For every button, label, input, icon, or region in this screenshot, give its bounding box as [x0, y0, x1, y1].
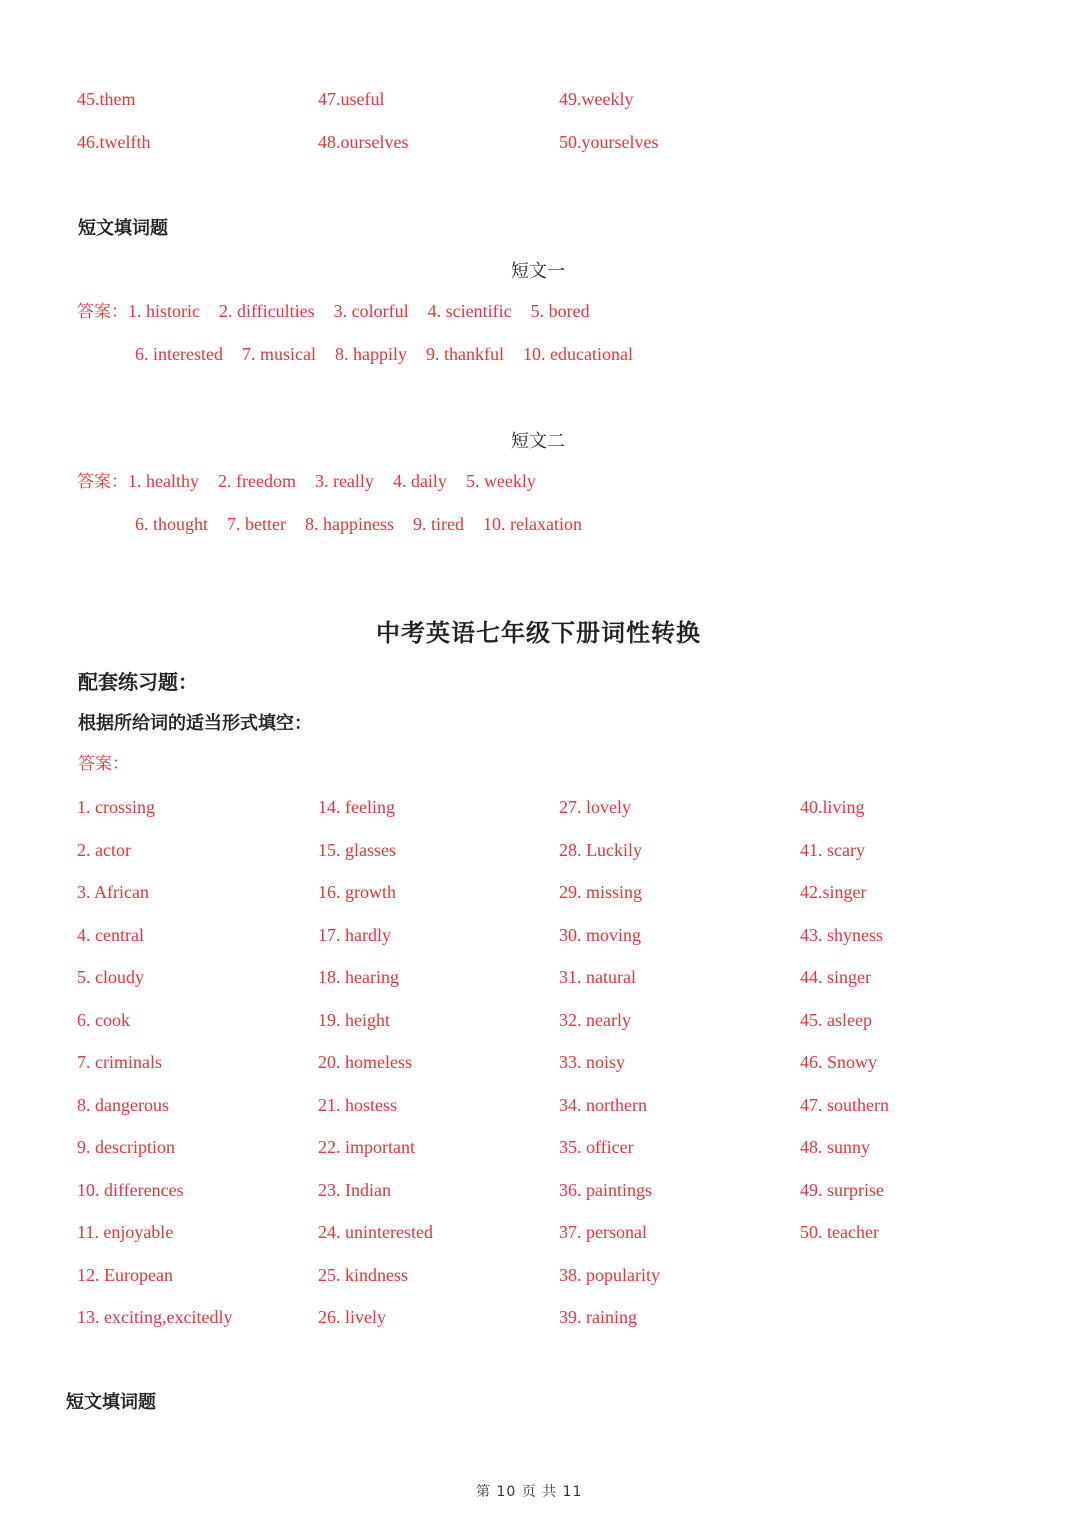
answer-item: 1. crossing	[77, 797, 155, 817]
answer-item: 17. hardly	[318, 925, 391, 945]
answer-item: 4. daily	[392, 471, 447, 491]
answer-item: 49.weekly	[559, 89, 634, 109]
answer-label: 答案：	[77, 472, 128, 492]
answer-item: 20. homeless	[318, 1052, 412, 1072]
answer-item: 6. thought	[135, 514, 209, 534]
answer-item: 35. officer	[559, 1137, 634, 1157]
answer-item: 2. actor	[77, 840, 131, 860]
answer-item: 44. singer	[800, 967, 871, 987]
answer-item: 9. tired	[413, 514, 464, 534]
answer-item: 30. moving	[559, 925, 642, 945]
answer-item: 48. sunny	[800, 1137, 871, 1157]
answer-item: 9. description	[77, 1137, 175, 1157]
instruction-text: 根据所给词的适当形式填空：	[78, 713, 312, 734]
answer-item: 4. central	[77, 925, 144, 945]
answer-item: 33. noisy	[559, 1052, 626, 1072]
answer-item: 15. glasses	[318, 840, 396, 860]
answer-item: 40.living	[800, 797, 865, 817]
answer-item: 10. educational	[522, 344, 633, 364]
section-heading-bottom: 短文填词题	[66, 1392, 156, 1413]
answer-item: 28. Luckily	[559, 840, 642, 860]
answer-item: 2. difficulties	[219, 301, 315, 321]
answer-item: 49. surprise	[800, 1180, 884, 1200]
answer-item: 45. asleep	[800, 1010, 872, 1030]
answer-item: 1. healthy	[128, 471, 199, 491]
answer-item: 6. cook	[77, 1010, 130, 1030]
answer-item: 25. kindness	[318, 1265, 408, 1285]
answer-item: 38. popularity	[559, 1265, 660, 1285]
answer-item: 26. lively	[318, 1307, 386, 1327]
section-heading: 短文填词题	[78, 218, 168, 239]
page-number: 第 10 页 共 11	[476, 1484, 583, 1500]
section-subtitle: 配套练习题：	[78, 670, 198, 694]
answer-item: 42.singer	[800, 882, 867, 902]
answer-label: 答案：	[78, 754, 129, 774]
answer-item: 16. growth	[318, 882, 396, 902]
answer-item: 48.ourselves	[318, 132, 409, 152]
answer-item: 14. feeling	[318, 797, 395, 817]
passage-1-answers-row-1	[77, 300, 609, 323]
page-title: 中考英语七年级下册词性转换	[376, 619, 701, 647]
answer-item: 3. really	[314, 471, 374, 491]
answer-item: 23. Indian	[318, 1180, 391, 1200]
answer-item: 7. criminals	[77, 1052, 162, 1072]
answer-item: 2. freedom	[217, 471, 296, 491]
passage-2-answers-row-2	[135, 513, 601, 535]
answer-item: 21. hostess	[318, 1095, 398, 1115]
answer-item: 5. bored	[530, 301, 590, 321]
answer-item: 8. dangerous	[77, 1095, 169, 1115]
answer-item: 10. differences	[77, 1180, 184, 1200]
answer-item: 1. historic	[128, 301, 200, 321]
answer-item: 31. natural	[559, 967, 636, 987]
passage-label-2: 短文二	[511, 431, 565, 452]
answer-item: 34. northern	[559, 1095, 647, 1115]
passage-2-answers-row-1	[77, 470, 555, 493]
passage-1-answers-row-2	[135, 343, 652, 365]
answer-item: 46. Snowy	[800, 1052, 878, 1072]
answer-item: 32. nearly	[559, 1010, 631, 1030]
answer-item: 8. happiness	[305, 514, 394, 534]
answer-item: 45.them	[77, 89, 136, 109]
answer-item: 4. scientific	[427, 301, 512, 321]
answer-item: 46.twelfth	[77, 132, 151, 152]
answer-item: 5. weekly	[465, 471, 536, 491]
answer-item: 3. African	[77, 882, 149, 902]
answer-item: 27. lovely	[559, 797, 631, 817]
answer-item: 11. enjoyable	[77, 1222, 174, 1242]
answer-item: 22. important	[318, 1137, 415, 1157]
answer-item: 7. better	[227, 514, 286, 534]
answer-item: 9. thankful	[425, 344, 504, 364]
answer-item: 24. uninterested	[318, 1222, 433, 1242]
answer-item: 8. happily	[334, 344, 407, 364]
answer-item: 39. raining	[559, 1307, 637, 1327]
answer-item: 47.useful	[318, 89, 385, 109]
answer-item: 41. scary	[800, 840, 865, 860]
answer-label: 答案：	[77, 302, 128, 322]
answer-item: 19. height	[318, 1010, 390, 1030]
answer-item: 37. personal	[559, 1222, 647, 1242]
answer-row	[128, 301, 609, 321]
answer-item: 7. musical	[241, 344, 316, 364]
answer-item: 3. colorful	[333, 301, 409, 321]
answer-item: 50.yourselves	[559, 132, 659, 152]
answer-item: 50. teacher	[800, 1222, 879, 1242]
answer-item: 36. paintings	[559, 1180, 652, 1200]
answer-item: 18. hearing	[318, 967, 399, 987]
answer-item: 5. cloudy	[77, 967, 144, 987]
answer-item: 13. exciting,excitedly	[77, 1307, 233, 1327]
answer-item: 10. relaxation	[483, 514, 582, 534]
answer-item: 6. interested	[135, 344, 223, 364]
answer-item: 47. southern	[800, 1095, 889, 1115]
answer-row	[128, 471, 555, 491]
passage-label-1: 短文一	[511, 261, 565, 282]
answer-item: 29. missing	[559, 882, 643, 902]
answer-item: 43. shyness	[800, 925, 884, 945]
answer-item: 12. European	[77, 1265, 173, 1285]
